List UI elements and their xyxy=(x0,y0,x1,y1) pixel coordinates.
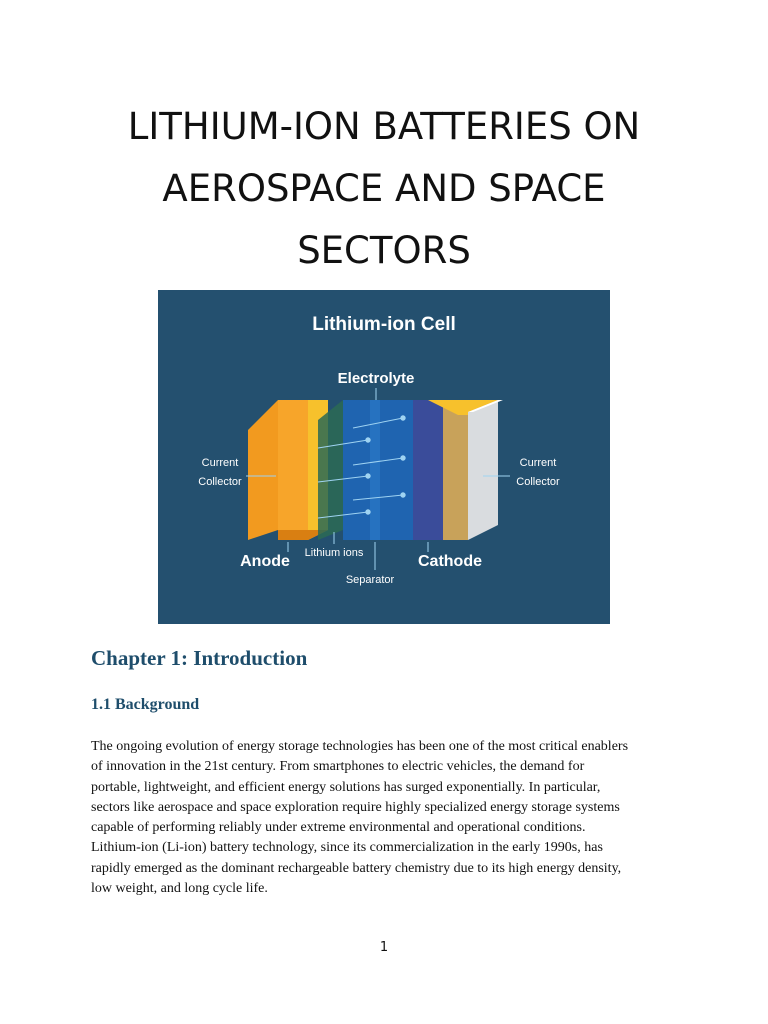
anode-block xyxy=(278,400,308,530)
left-collector-label-line: Collector xyxy=(198,476,242,488)
title-line: LITHIUM-ION BATTERIES ON xyxy=(127,105,641,148)
right-collector-label-line: Collector xyxy=(516,476,560,488)
paragraph-line: capable of performing reliably under extreme environmental and operational conditions. xyxy=(91,820,586,836)
separator-layer xyxy=(318,400,343,540)
paragraph-line: The ongoing evolution of energy storage technologies has been one of the most critical enablers xyxy=(91,739,629,754)
paragraph-line: sectors like aerospace and space exploration require highly specialized energy storage systems xyxy=(91,799,620,815)
separator xyxy=(370,400,380,540)
right-collector xyxy=(468,400,498,540)
page-number: 1 xyxy=(379,940,389,955)
title-line: SECTORS xyxy=(297,229,471,272)
document-title xyxy=(60,96,708,282)
cathode-label: Cathode xyxy=(418,553,482,570)
cathode-dark-layer xyxy=(413,400,443,540)
left-collector-label-line: Current xyxy=(201,457,239,469)
lithium-ions-label: Lithium ions xyxy=(304,547,364,559)
separator-label: Separator xyxy=(345,574,395,586)
paragraph-line: rapidly emerged as the dominant rechargeable battery chemistry due to its high energy density, xyxy=(91,860,622,876)
background-paragraph xyxy=(91,737,681,899)
paragraph-line: portable, lightweight, and efficient energy solutions has surged exponentially. In particular, xyxy=(91,779,601,795)
cathode-block xyxy=(443,400,468,540)
section-heading: 1.1 Background xyxy=(91,696,200,713)
paragraph-line: low weight, and long cycle life. xyxy=(91,881,268,897)
chapter-heading: Chapter 1: Introduction xyxy=(91,646,308,670)
figure-title: Lithium-ion Cell xyxy=(312,314,456,335)
title-line: AEROSPACE AND SPACE xyxy=(162,167,606,210)
lithium-ion-cell-figure xyxy=(158,290,610,624)
paragraph-line: Lithium-ion (Li-ion) battery technology, since its commercialization in the early 1990s, has xyxy=(91,840,603,856)
anode-label: Anode xyxy=(240,553,290,570)
electrolyte-label: Electrolyte xyxy=(337,370,415,387)
right-collector-label-line: Current xyxy=(519,457,557,469)
paragraph-line: of innovation in the 21st century. From smartphones to electric vehicles, the demand for xyxy=(91,759,585,775)
